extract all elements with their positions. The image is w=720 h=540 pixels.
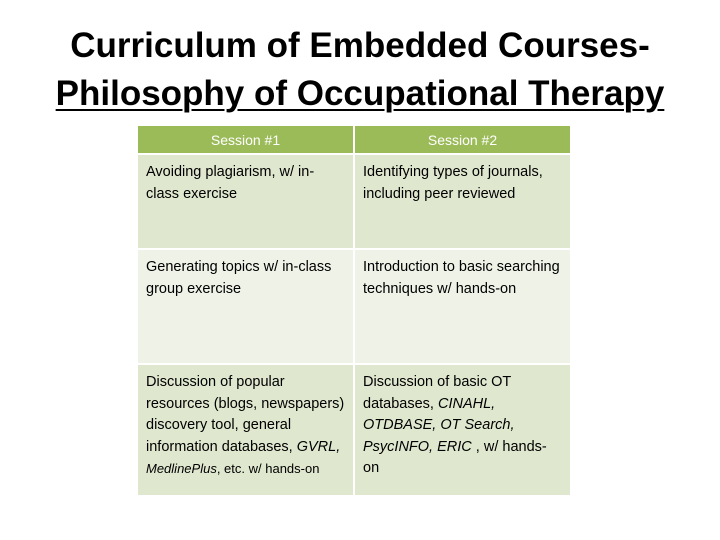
cell-session-1 bbox=[138, 364, 354, 495]
table-row bbox=[138, 249, 570, 364]
cell-session-2: Identifying types of journals, including peer reviewed bbox=[354, 154, 570, 249]
cell-text: , etc. w/ hands-on bbox=[216, 461, 320, 476]
curriculum-table bbox=[138, 126, 570, 495]
cell-session-2 bbox=[354, 364, 570, 495]
slide-title bbox=[0, 22, 720, 118]
header-session-2: Session #2 bbox=[354, 126, 570, 154]
cell-text: Discussion of basic OT databases, bbox=[363, 374, 512, 412]
title-line-2: Philosophy of Occupational Therapy bbox=[55, 74, 665, 113]
cell-text: , w/ hands-on bbox=[363, 438, 547, 476]
cell-session-2: Introduction to basic searching techniques w/ hands-on bbox=[354, 249, 570, 364]
cell-small-text bbox=[146, 461, 319, 476]
header-session-1: Session #1 bbox=[138, 126, 354, 154]
cell-text: Discussion of popular resources (blogs, newspapers) discovery tool, general information databases, bbox=[146, 374, 345, 455]
table-row bbox=[138, 154, 570, 249]
table-row bbox=[138, 364, 570, 495]
cell-italic-text: CINAHL, OTDBASE, OT Search, PsycINFO, ERIC bbox=[363, 395, 515, 455]
cell-session-1: Avoiding plagiarism, w/ in-class exercise bbox=[138, 154, 354, 249]
cell-session-1: Generating topics w/ in-class group exercise bbox=[138, 249, 354, 364]
cell-italic-text: GVRL, bbox=[296, 438, 341, 455]
title-line-1: Curriculum of Embedded Courses- bbox=[70, 26, 650, 65]
cell-italic-text: MedlinePlus bbox=[146, 461, 217, 476]
table-header-row bbox=[138, 126, 570, 154]
